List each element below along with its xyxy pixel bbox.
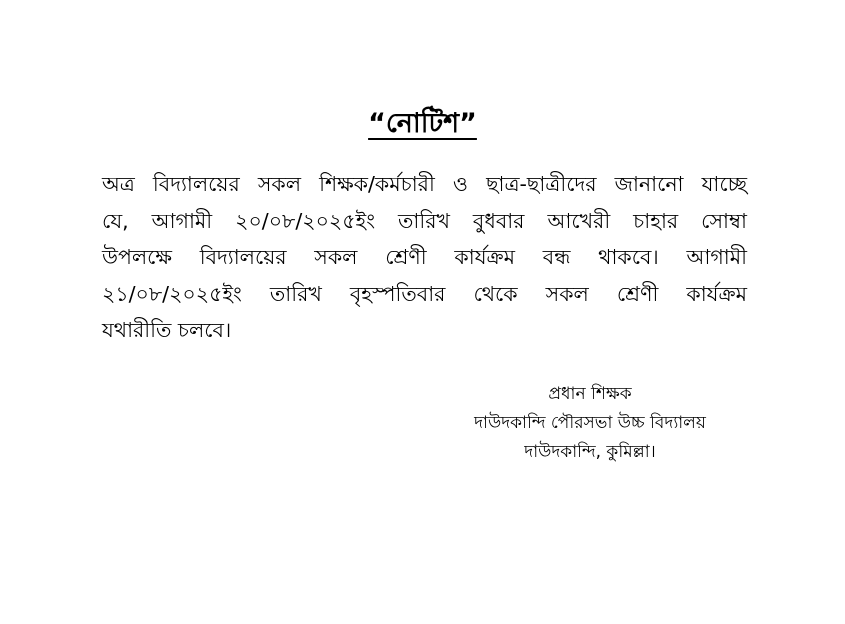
notice-body-line: যথারীতি চলবে।	[102, 318, 232, 342]
signature-institution: দাউদকান্দি পৌরসভা উচ্চ বিদ্যালয়	[474, 413, 706, 433]
notice-title-container	[0, 104, 845, 144]
notice-body	[102, 166, 747, 349]
signature-address: দাউদকান্দি, কুমিল্লা।	[524, 442, 656, 462]
notice-body-line: যে, আগামী ২০/০৮/২০২৫ইং তারিখ বুধবার আখেরী চাহার সোম্বা	[102, 208, 747, 233]
notice-title: “নোটিশ”	[368, 108, 477, 139]
notice-body-line: ২১/০৮/২০২৫ইং তারিখ বৃহস্পতিবার থেকে সকল শ্রেণী কার্যক্রম	[102, 281, 747, 306]
signature-designation: প্রধান শিক্ষক	[548, 384, 632, 404]
notice-body-line: উপলক্ষে বিদ্যালয়ের সকল শ্রেণী কার্যক্রম বন্ধ থাকবে। আগামী	[102, 245, 747, 269]
notice-body-line: অত্র বিদ্যালয়ের সকল শিক্ষক/কর্মচারী ও ছাত্র-ছাত্রীদের জানানো যাচ্ছে	[102, 172, 747, 196]
signature-block	[440, 380, 740, 467]
